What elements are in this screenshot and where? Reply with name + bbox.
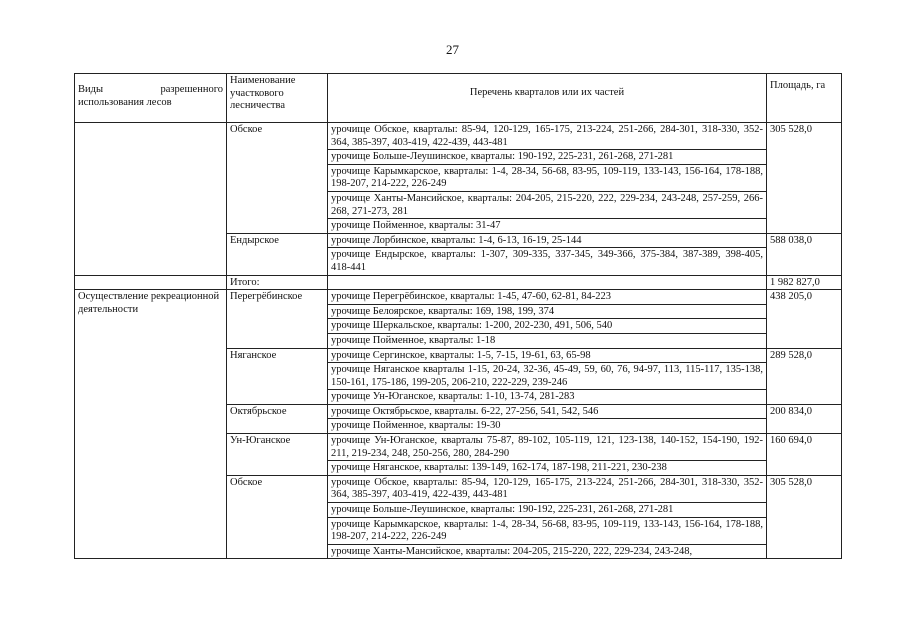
table-row (75, 290, 842, 305)
tract-list-item: урочище Карымкарское, кварталы: 1-4, 28-34, 56-68, 83-95, 109-119, 133-143, 156-164, 178-188, 198-207, 214-222, 226-249 (328, 164, 767, 191)
total-cell-empty (75, 275, 227, 290)
tract-list-item: урочище Ханты-Мансийское, кварталы: 204-205, 215-220, 222, 229-234, 243-248, 257-259, 266-268, 271-273, 281 (328, 191, 767, 218)
area-value: 160 694,0 (767, 434, 842, 476)
area-value: 305 528,0 (767, 475, 842, 559)
header-area: Площадь, га (767, 74, 842, 123)
area-value: 305 528,0 (767, 123, 842, 234)
header-use-type (75, 74, 227, 123)
table-row (75, 123, 842, 150)
page-number: 27 (446, 42, 459, 57)
header-use-line2: использования лесов (78, 96, 172, 108)
tract-list-item: урочище Обское, кварталы: 85-94, 120-129, 165-175, 213-224, 251-266, 284-301, 318-330, 352-364, 385-397, 403-419, 422-439, 443-481 (328, 475, 767, 502)
tract-list-item: урочище Больше-Леушинское, кварталы: 190-192, 225-231, 261-268, 271-281 (328, 150, 767, 165)
table-header-row (75, 74, 842, 123)
area-value: 438 205,0 (767, 290, 842, 348)
forestry-name: Обское (227, 123, 328, 234)
tract-list-item: урочище Перегрёбинское, кварталы: 1-45, 47-60, 62-81, 84-223 (328, 290, 767, 305)
header-list: Перечень кварталов или их частей (328, 74, 767, 123)
tract-list-item: урочище Пойменное, кварталы: 19-30 (328, 419, 767, 434)
tract-list-item: урочище Няганское кварталы 1-15, 20-24, 32-36, 45-49, 59, 60, 76, 94-97, 113, 115-117, 135-138, 150-161, 175-186, 199-205, 206-210, 222-229, 239-246 (328, 363, 767, 390)
tract-list-item: урочище Обское, кварталы: 85-94, 120-129, 165-175, 213-224, 251-266, 284-301, 318-330, 352-364, 385-397, 403-419, 422-439, 443-481 (328, 123, 767, 150)
total-row (75, 275, 842, 290)
use-type-cell-empty (75, 123, 227, 276)
forestry-name: Обское (227, 475, 328, 559)
tract-list-item: урочище Шеркальское, кварталы: 1-200, 202-230, 491, 506, 540 (328, 319, 767, 334)
total-cell-empty (328, 275, 767, 290)
area-value: 289 528,0 (767, 348, 842, 404)
tract-list-item: урочище Белоярское, кварталы: 169, 198, 199, 374 (328, 304, 767, 319)
header-forestry: Наименование участкового лесничества (227, 74, 328, 123)
tract-list-item: урочище Октябрьское, кварталы. 6-22, 27-256, 541, 542, 546 (328, 404, 767, 419)
forestry-name: Ендырское (227, 233, 328, 275)
area-value: 588 038,0 (767, 233, 842, 275)
forestry-name: Ун-Юганское (227, 434, 328, 476)
tract-list-item: урочище Карымкарское, кварталы: 1-4, 28-34, 56-68, 83-95, 109-119, 133-143, 156-164, 178-188, 198-207, 214-222, 226-249 (328, 517, 767, 544)
tract-list-item: урочище Ендырское, кварталы: 1-307, 309-335, 337-345, 349-366, 375-384, 387-389, 398-405, 418-441 (328, 248, 767, 275)
header-use-word2: разрешенного (160, 84, 223, 95)
tract-list-item: урочище Лорбинское, кварталы: 1-4, 6-13, 16-19, 25-144 (328, 233, 767, 248)
forest-use-table (74, 73, 842, 559)
total-value: 1 982 827,0 (767, 275, 842, 290)
tract-list-item: урочище Ун-Юганское, кварталы: 1-10, 13-74, 281-283 (328, 390, 767, 405)
tract-list-item: урочище Няганское, кварталы: 139-149, 162-174, 187-198, 211-221, 230-238 (328, 461, 767, 476)
tract-list-item: урочище Ханты-Мансийское, кварталы: 204-205, 215-220, 222, 229-234, 243-248, (328, 544, 767, 559)
forestry-name: Няганское (227, 348, 328, 404)
forestry-name: Октябрьское (227, 404, 328, 433)
tract-list-item: урочище Больше-Леушинское, кварталы: 190-192, 225-231, 261-268, 271-281 (328, 503, 767, 518)
tract-list-item: урочище Пойменное, кварталы: 1-18 (328, 333, 767, 348)
header-use-word1: Виды (78, 84, 104, 95)
tract-list-item: урочище Сергинское, кварталы: 1-5, 7-15, 19-61, 63, 65-98 (328, 348, 767, 363)
use-type-name: Осуществление рекреационной деятельности (75, 290, 227, 559)
area-value: 200 834,0 (767, 404, 842, 433)
forestry-name: Перегрёбинское (227, 290, 328, 348)
tract-list-item: урочище Ун-Юганское, кварталы 75-87, 89-102, 105-119, 121, 123-138, 140-152, 154-190, 192-211, 219-234, 248, 250-256, 280, 284-290 (328, 434, 767, 461)
total-label: Итого: (227, 275, 328, 290)
tract-list-item: урочище Пойменное, кварталы: 31-47 (328, 219, 767, 234)
